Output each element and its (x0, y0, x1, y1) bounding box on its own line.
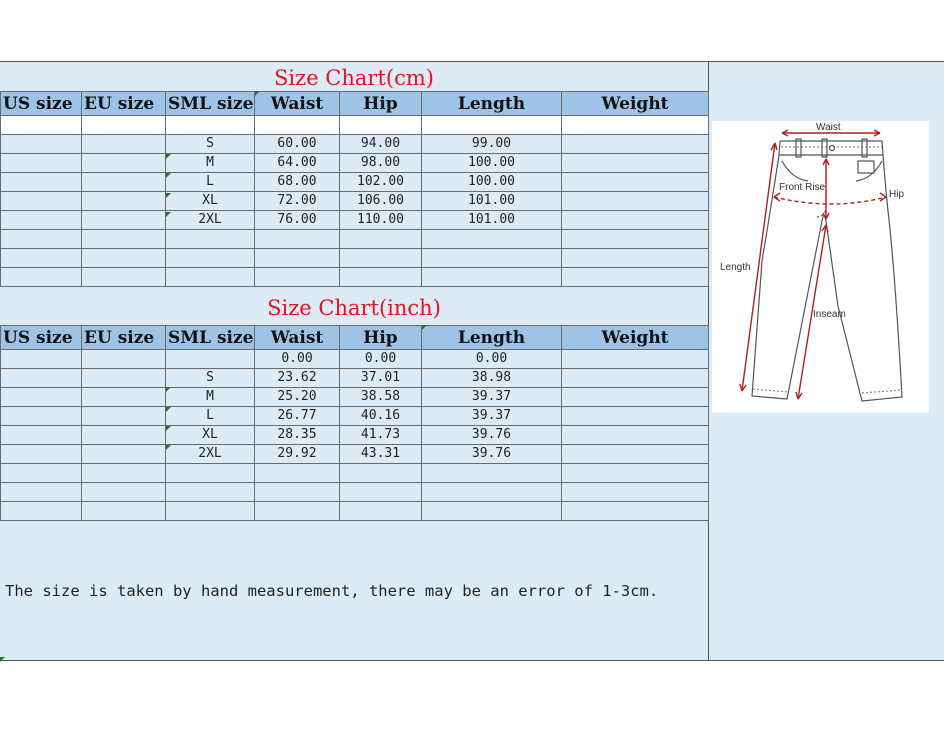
cell-waist[interactable]: 72.00 (255, 192, 340, 211)
cell-sml-size[interactable]: S (166, 135, 255, 154)
cell-sml-size[interactable]: XL (166, 192, 255, 211)
table-header-row (1, 326, 709, 350)
comment-marker-icon (0, 657, 5, 662)
table-row (1, 230, 709, 249)
cell-hip[interactable]: 0.00 (340, 350, 422, 369)
cell-length[interactable]: 39.76 (422, 426, 562, 445)
cell-us-size[interactable] (1, 154, 82, 173)
cell-waist[interactable] (255, 483, 340, 502)
cm-chart-title: Size Chart(cm) (274, 66, 434, 90)
pants-measurement-diagram (712, 121, 929, 413)
cell-sml-size[interactable] (166, 268, 255, 287)
cell-us-size[interactable] (1, 350, 82, 369)
cell-length[interactable]: 0.00 (422, 350, 562, 369)
cell-sml-size[interactable] (166, 249, 255, 268)
cell-eu-size[interactable] (82, 350, 166, 369)
cell-waist[interactable] (255, 116, 340, 135)
table-row (1, 388, 709, 407)
comment-marker-icon (166, 387, 171, 392)
table-row (1, 192, 709, 211)
cell-hip[interactable] (340, 230, 422, 249)
cm-size-table (0, 91, 709, 287)
cell-waist[interactable]: 0.00 (255, 350, 340, 369)
cell-weight[interactable] (562, 268, 709, 287)
inch-chart-title: Size Chart(inch) (267, 296, 441, 320)
cell-weight[interactable] (562, 116, 709, 135)
header-hip[interactable]: Hip (340, 92, 422, 116)
cell-us-size[interactable] (1, 135, 82, 154)
header-weight[interactable]: Weight (562, 92, 709, 116)
front-rise-label: Front Rise (779, 182, 826, 193)
cell-us-size[interactable] (1, 445, 82, 464)
cell-sml-size[interactable] (166, 230, 255, 249)
cell-waist[interactable]: 28.35 (255, 426, 340, 445)
cell-length[interactable]: 39.37 (422, 388, 562, 407)
cell-sml-size[interactable] (166, 502, 255, 521)
cell-weight[interactable] (562, 249, 709, 268)
cell-length[interactable]: 100.00 (422, 154, 562, 173)
inch-size-table (0, 325, 709, 521)
cell-length[interactable] (422, 483, 562, 502)
comment-marker-icon (166, 193, 171, 198)
cell-hip[interactable]: 38.58 (340, 388, 422, 407)
cell-eu-size[interactable] (82, 173, 166, 192)
cell-sml-size[interactable] (166, 350, 255, 369)
cell-hip[interactable]: 110.00 (340, 211, 422, 230)
header-length[interactable]: Length (422, 92, 562, 116)
table-row (1, 211, 709, 230)
comment-marker-icon (166, 407, 171, 412)
cell-sml-size[interactable]: 2XL (166, 211, 255, 230)
table-row (1, 483, 709, 502)
cell-waist[interactable]: 68.00 (255, 173, 340, 192)
header-waist[interactable]: Waist (255, 92, 340, 116)
cell-length[interactable]: 38.98 (422, 369, 562, 388)
cell-sml-size[interactable] (166, 483, 255, 502)
cell-us-size[interactable] (1, 116, 82, 135)
comment-marker-icon (166, 426, 171, 431)
cell-length[interactable]: 39.37 (422, 407, 562, 426)
header-weight[interactable]: Weight (562, 326, 709, 350)
cell-length[interactable] (422, 464, 562, 483)
table-row (1, 445, 709, 464)
cell-hip[interactable] (340, 116, 422, 135)
waist-label: Waist (816, 122, 841, 133)
cell-weight[interactable] (562, 502, 709, 521)
header-us-size[interactable]: US size (1, 92, 82, 116)
cell-eu-size[interactable] (82, 154, 166, 173)
cell-eu-size[interactable] (82, 135, 166, 154)
cell-waist[interactable]: 26.77 (255, 407, 340, 426)
cell-eu-size[interactable] (82, 249, 166, 268)
cell-us-size[interactable] (1, 369, 82, 388)
cell-waist[interactable] (255, 464, 340, 483)
cell-hip[interactable] (340, 268, 422, 287)
cell-weight[interactable] (562, 483, 709, 502)
table-row (1, 369, 709, 388)
cell-eu-size[interactable] (82, 483, 166, 502)
cell-weight[interactable] (562, 230, 709, 249)
cell-us-size[interactable] (1, 502, 82, 521)
cell-weight[interactable] (562, 445, 709, 464)
cell-us-size[interactable] (1, 192, 82, 211)
cell-eu-size[interactable] (82, 502, 166, 521)
cell-us-size[interactable] (1, 268, 82, 287)
cell-weight[interactable] (562, 211, 709, 230)
table-row (1, 173, 709, 192)
header-eu-size[interactable]: EU size (82, 326, 166, 350)
cell-hip[interactable]: 102.00 (340, 173, 422, 192)
cell-weight[interactable] (562, 388, 709, 407)
cell-hip[interactable]: 40.16 (340, 407, 422, 426)
cell-waist[interactable]: 23.62 (255, 369, 340, 388)
header-sml-size[interactable]: SML size (166, 92, 255, 116)
comment-marker-icon (166, 212, 171, 217)
cell-eu-size[interactable] (82, 369, 166, 388)
cell-us-size[interactable] (1, 173, 82, 192)
cell-hip[interactable] (340, 502, 422, 521)
table-row (1, 407, 709, 426)
cell-eu-size[interactable] (82, 230, 166, 249)
cell-hip[interactable]: 98.00 (340, 154, 422, 173)
length-label: Length (720, 262, 751, 273)
cell-eu-size[interactable] (82, 116, 166, 135)
cell-sml-size[interactable]: M (166, 154, 255, 173)
cell-weight[interactable] (562, 350, 709, 369)
cell-sml-size[interactable] (166, 464, 255, 483)
table-header-row (1, 92, 709, 116)
header-eu-size[interactable]: EU size (82, 92, 166, 116)
cell-waist[interactable] (255, 230, 340, 249)
cell-weight[interactable] (562, 464, 709, 483)
cell-waist[interactable] (255, 268, 340, 287)
table-row (1, 502, 709, 521)
cell-waist[interactable] (255, 249, 340, 268)
cell-eu-size[interactable] (82, 192, 166, 211)
cell-sml-size[interactable]: 2XL (166, 445, 255, 464)
header-sml-size[interactable]: SML size (166, 326, 255, 350)
cell-length[interactable]: 101.00 (422, 192, 562, 211)
table-row (1, 135, 709, 154)
header-waist[interactable]: Waist (255, 326, 340, 350)
cell-waist[interactable]: 76.00 (255, 211, 340, 230)
cell-sml-size[interactable]: L (166, 407, 255, 426)
measurement-note: The size is taken by hand measurement, there may be an error of 1-3cm. (5, 582, 659, 600)
cell-hip[interactable] (340, 249, 422, 268)
comment-marker-icon (166, 173, 171, 178)
cell-us-size[interactable] (1, 230, 82, 249)
cell-sml-size[interactable]: S (166, 369, 255, 388)
comment-marker-icon (255, 91, 260, 96)
cell-hip[interactable]: 37.01 (340, 369, 422, 388)
table-row (1, 426, 709, 445)
comment-marker-icon (166, 445, 171, 450)
cell-waist[interactable]: 25.20 (255, 388, 340, 407)
cell-length[interactable] (422, 249, 562, 268)
cell-hip[interactable]: 94.00 (340, 135, 422, 154)
cell-eu-size[interactable] (82, 268, 166, 287)
cell-weight[interactable] (562, 135, 709, 154)
cell-hip[interactable]: 106.00 (340, 192, 422, 211)
cell-eu-size[interactable] (82, 426, 166, 445)
cell-weight[interactable] (562, 369, 709, 388)
cell-weight[interactable] (562, 426, 709, 445)
table-row (1, 154, 709, 173)
cell-length[interactable] (422, 116, 562, 135)
cell-eu-size[interactable] (82, 464, 166, 483)
comment-marker-icon (422, 325, 427, 330)
cell-eu-size[interactable] (82, 445, 166, 464)
cell-us-size[interactable] (1, 426, 82, 445)
header-us-size[interactable]: US size (1, 326, 82, 350)
cell-us-size[interactable] (1, 388, 82, 407)
cell-weight[interactable] (562, 192, 709, 211)
cell-waist[interactable]: 60.00 (255, 135, 340, 154)
cell-length[interactable] (422, 268, 562, 287)
cell-weight[interactable] (562, 407, 709, 426)
cell-waist[interactable]: 64.00 (255, 154, 340, 173)
cell-length[interactable]: 100.00 (422, 173, 562, 192)
cell-us-size[interactable] (1, 483, 82, 502)
hip-label: Hip (889, 189, 905, 200)
cell-waist[interactable] (255, 502, 340, 521)
cell-waist[interactable]: 29.92 (255, 445, 340, 464)
table-row (1, 116, 709, 135)
comment-marker-icon (166, 154, 171, 159)
header-length[interactable]: Length (422, 326, 562, 350)
header-hip[interactable]: Hip (340, 326, 422, 350)
cell-length[interactable]: 101.00 (422, 211, 562, 230)
table-row (1, 268, 709, 287)
cell-sml-size[interactable]: XL (166, 426, 255, 445)
table-row (1, 464, 709, 483)
cell-eu-size[interactable] (82, 211, 166, 230)
cell-us-size[interactable] (1, 464, 82, 483)
cell-sml-size[interactable]: L (166, 173, 255, 192)
table-row (1, 249, 709, 268)
cell-us-size[interactable] (1, 407, 82, 426)
cell-eu-size[interactable] (82, 388, 166, 407)
cell-length[interactable]: 39.76 (422, 445, 562, 464)
cell-hip[interactable] (340, 483, 422, 502)
cell-length[interactable] (422, 502, 562, 521)
cell-sml-size[interactable] (166, 116, 255, 135)
inseam-label: Inseam (813, 309, 846, 320)
cell-sml-size[interactable]: M (166, 388, 255, 407)
cell-length[interactable] (422, 230, 562, 249)
cell-weight[interactable] (562, 173, 709, 192)
cell-hip[interactable] (340, 464, 422, 483)
cell-hip[interactable]: 43.31 (340, 445, 422, 464)
cell-us-size[interactable] (1, 211, 82, 230)
table-row (1, 350, 709, 369)
cell-length[interactable]: 99.00 (422, 135, 562, 154)
cell-weight[interactable] (562, 154, 709, 173)
cell-eu-size[interactable] (82, 407, 166, 426)
cell-hip[interactable]: 41.73 (340, 426, 422, 445)
cell-us-size[interactable] (1, 249, 82, 268)
